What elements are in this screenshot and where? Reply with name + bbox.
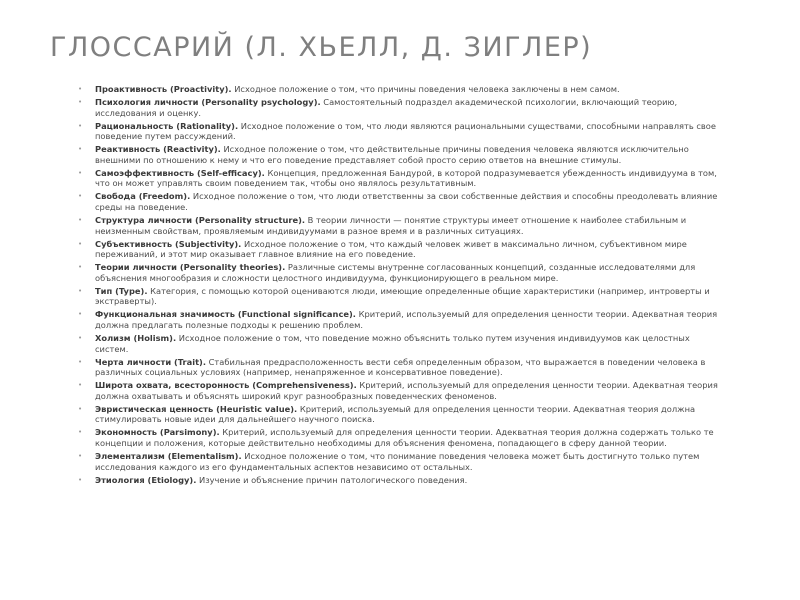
glossary-definition: Критерий, используемый для определения ценности теории. Адекватная теория должна стимулировать новые идеи для дальнейшего научного поиска.: [95, 403, 696, 425]
glossary-term: Теории личности (Personality theories).: [95, 262, 286, 273]
glossary-term: Проактивность (Proactivity).: [95, 84, 232, 94]
glossary-item: [78, 286, 718, 307]
glossary-item: [78, 84, 718, 95]
glossary-item: [78, 191, 718, 212]
glossary-item: [78, 333, 718, 354]
glossary-term: Психология личности (Personality psychology).: [95, 97, 321, 108]
glossary-term: Холизм (Holism).: [95, 333, 177, 344]
glossary-term: Рациональность (Rationality).: [95, 120, 239, 131]
glossary-definition: Изучение и объяснение причин патологического поведения.: [199, 474, 468, 485]
glossary-term: Функциональная значимость (Functional significance).: [95, 309, 356, 320]
glossary-definition: Критерий, используемый для определения ценности теории. Адекватная теория должна охватывать и объяснять широкий круг разнообразных поведенческих феноменов.: [95, 380, 718, 401]
bullet-icon: •: [78, 381, 83, 390]
bullet-icon: •: [78, 286, 83, 295]
glossary-definition: Исходное положение о том, что каждый человек живет в максимально личном, субъективном мире переживаний, и этот мир оказывает главное влияние на его поведение.: [95, 238, 687, 260]
glossary-term: Элементализм (Elementalism).: [95, 451, 242, 461]
glossary-definition: Категория, с помощью которой оцениваются люди, имеющие определенные общие характеристики (например, интроверты и экстраверты).: [95, 285, 710, 307]
glossary-term: Черта личности (Trait).: [95, 356, 206, 367]
glossary-term: Структура личности (Personality structure).: [95, 215, 306, 226]
bullet-icon: •: [78, 216, 83, 225]
bullet-icon: •: [78, 121, 83, 130]
glossary-definition: Исходное положение о том, что причины поведения человека заключены в нем самом.: [234, 84, 620, 94]
bullet-icon: •: [78, 263, 83, 272]
glossary-item: [78, 97, 718, 118]
glossary-item: [78, 380, 718, 401]
bullet-icon: •: [78, 98, 83, 107]
bullet-icon: •: [78, 428, 83, 437]
glossary-definition: Критерий, используемый для определения ценности теории. Адекватная теория должна содержать только те концепции и положения, которые действительно необходимы для объяснения феномена, попадающего в сферу данной теории.: [95, 427, 714, 448]
bullet-icon: •: [78, 192, 83, 201]
glossary-item: [78, 309, 718, 330]
bullet-icon: •: [78, 239, 83, 248]
glossary-definition: Исходное положение о том, что поведение можно объяснить только путем изучения индивидуумов как целостных систем.: [95, 333, 690, 354]
glossary-term: Экономность (Parsimony).: [95, 427, 220, 438]
glossary-definition: Исходное положение о том, что люди являются рациональными существами, способными направлять свое поведение путем рассуждений.: [95, 120, 716, 142]
glossary-term: Тип (Type).: [95, 285, 148, 296]
glossary-item: [78, 427, 718, 448]
glossary-term: Этиология (Etiology).: [95, 474, 197, 485]
glossary-item: [78, 262, 718, 283]
glossary-term: Самоэффективность (Self-efficacy).: [95, 167, 265, 178]
glossary-definition: Различные системы внутренне согласованных концепций, созданные исследователями для объяснения многообразия и сложности целостного индивидуума, функционирующего в реальном мире.: [95, 262, 696, 283]
bullet-icon: •: [78, 452, 83, 460]
bullet-icon: •: [78, 357, 83, 366]
glossary-list: [78, 84, 718, 488]
glossary-definition: Самостоятельный подраздел академической психологии, включающий теорию, исследования и оценку.: [95, 97, 678, 118]
bullet-icon: •: [78, 145, 83, 154]
glossary-term: Реактивность (Reactivity).: [95, 144, 221, 155]
glossary-term: Широта охвата, всесторонность (Comprehensiveness).: [95, 380, 357, 391]
bullet-icon: •: [78, 85, 83, 93]
bullet-icon: •: [78, 310, 83, 319]
glossary-item: [78, 144, 718, 165]
glossary-item: [78, 215, 718, 236]
glossary-item: [78, 404, 718, 425]
glossary-definition: Исходное положение о том, что действительные причины поведения человека являются исключительно внешними по отношению к нему и что его поведение представляет собой просто серию ответов на внешние стимулы.: [95, 144, 689, 165]
bullet-icon: •: [78, 404, 83, 413]
slide-title: ГЛОССАРИЙ (Л. ХЬЕЛЛ, Д. ЗИГЛЕР): [50, 32, 593, 63]
glossary-term: Свобода (Freedom).: [95, 191, 191, 202]
glossary-definition: Исходное положение о том, что понимание поведения человека может быть достигнуто только путем исследования каждого из его фундаментальных аспектов независимо от остальных.: [95, 451, 700, 472]
glossary-item: [78, 121, 718, 142]
bullet-icon: •: [78, 475, 83, 484]
glossary-definition: Критерий, используемый для определения ценности теории. Адекватная теория должна предлагать полезные подходы к решению проблем.: [95, 309, 718, 330]
glossary-definition: Концепция, предложенная Бандурой, в которой подразумевается убежденность индивидуума в том, что он может управлять своим поведением так, чтобы оно являлось результативным.: [95, 167, 717, 189]
glossary-item: [78, 239, 718, 260]
glossary-item: [78, 168, 718, 189]
bullet-icon: •: [78, 334, 83, 343]
bullet-icon: •: [78, 168, 83, 177]
glossary-item: [78, 451, 718, 472]
glossary-definition: Стабильная предрасположенность вести себя определенным образом, что выражается в поведении человека в различных социальных условиях (например, ненапряженное и консервативное поведение).: [95, 356, 706, 378]
glossary-item: [78, 475, 718, 486]
glossary-term: Эвристическая ценность (Heuristic value).: [95, 403, 298, 414]
glossary-term: Субъективность (Subjectivity).: [95, 238, 242, 249]
glossary-definition: Исходное положение о том, что люди ответственны за свои собственные действия и способны преодолевать влияние среды на поведение.: [95, 191, 718, 212]
glossary-definition: В теории личности — понятие структуры имеет отношение к наиболее стабильным и неизменным свойствам, проявляемым индивидуумами в разное время и в различных ситуациях.: [95, 215, 687, 236]
glossary-item: [78, 357, 718, 378]
